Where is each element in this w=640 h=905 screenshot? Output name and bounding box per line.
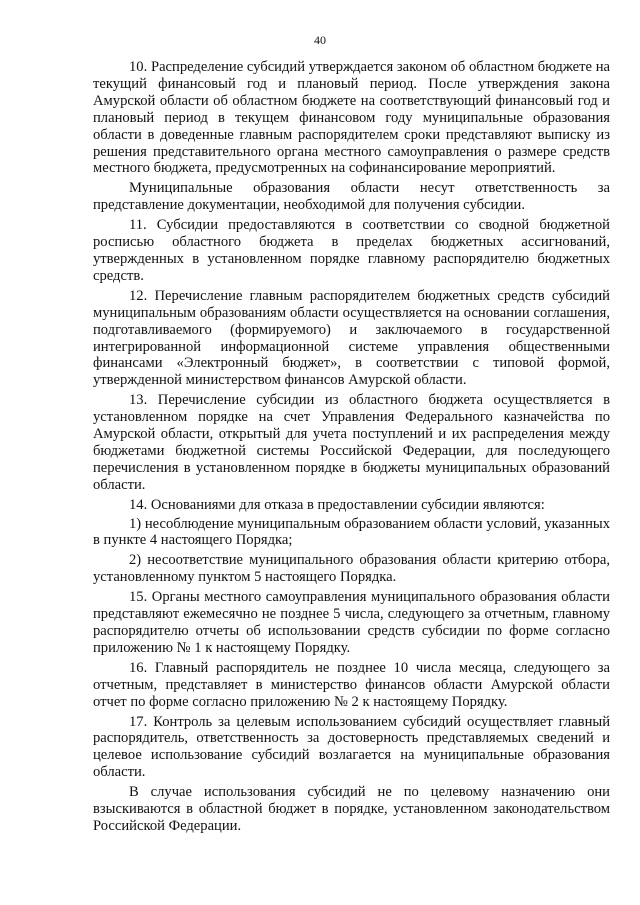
paragraph-14: 14. Основаниями для отказа в предоставлении субсидии являются: bbox=[129, 496, 545, 513]
paragraph-16: 16. Главный распорядитель не позднее 10 числа месяца, следующего за отчетным, представляет в министерство финансов области Амурской области отчет по форме согласно приложению № 2 к настоящему Порядку. bbox=[93, 659, 610, 710]
page-number: 40 bbox=[314, 33, 326, 47]
paragraph-misuse: В случае использования субсидий не по целевому назначению они взыскиваются в областной бюджет в порядке, установленном законодательством Российской Федерации. bbox=[93, 784, 610, 834]
paragraph-13: 13. Перечисление субсидии из областного бюджета осуществляется в установленном порядке на счет Управления Федерального казначейства по Амурской области, открытый для учета поступлений и их распределения между бюджетами бюджетной системы Российской Федерации, для последующего перечисления в установленном порядке в бюджеты муниципальных образований области. bbox=[93, 392, 610, 493]
paragraph-15: 15. Органы местного самоуправления муниципального образования области представляют ежемесячно не позднее 5 числа, следующего за отчетным, главному распорядителю отчеты об использовании средств субсидии по форме согласно приложению № 1 к настоящему Порядку. bbox=[93, 589, 610, 656]
document-body bbox=[93, 59, 610, 838]
paragraph-responsibility: Муниципальные образования области несут ответственность за представление документации, необходимой для получения субсидии. bbox=[93, 180, 610, 214]
paragraph-11: 11. Субсидии предоставляются в соответствии со сводной бюджетной росписью областного бюджета в пределах бюджетных ассигнований, утвержденных в установленном порядке главному распорядителю бюджетных средств. bbox=[93, 217, 610, 284]
paragraph-14-item-2: 2) несоответствие муниципального образования области критерию отбора, установленному пунктом 5 настоящего Порядка. bbox=[93, 552, 610, 586]
paragraph-14-item-1: 1) несоблюдение муниципальным образованием области условий, указанных в пункте 4 настоящего Порядка; bbox=[93, 515, 610, 549]
paragraph-17: 17. Контроль за целевым использованием субсидий осуществляет главный распорядитель, ответственность за достоверность представляемых сведений и целевое использование субсидий возлагается на муниципальные образования области. bbox=[93, 713, 610, 781]
paragraph-10: 10. Распределение субсидий утверждается законом об областном бюджете на текущий финансовый год и плановый период. После утверждения закона Амурской области об областном бюджете на соответствующий финансовый год и плановый период в текущем финансовом году муниципальные образования области в доведенные главным распорядителем сроки представляют выписку из решения представительного органа местного самоуправления о размере средств местного бюджета, предусмотренных на софинансирование мероприятий. bbox=[93, 59, 610, 177]
paragraph-12: 12. Перечисление главным распорядителем бюджетных средств субсидий муниципальным образованиям области осуществляется на основании соглашения, подготавливаемого (формируемого) и заключаемого в государственной интегрированной информационной системе управления общественными финансами «Электронный бюджет», в соответствии с типовой формой, утвержденной министерством финансов Амурской области. bbox=[93, 287, 610, 389]
